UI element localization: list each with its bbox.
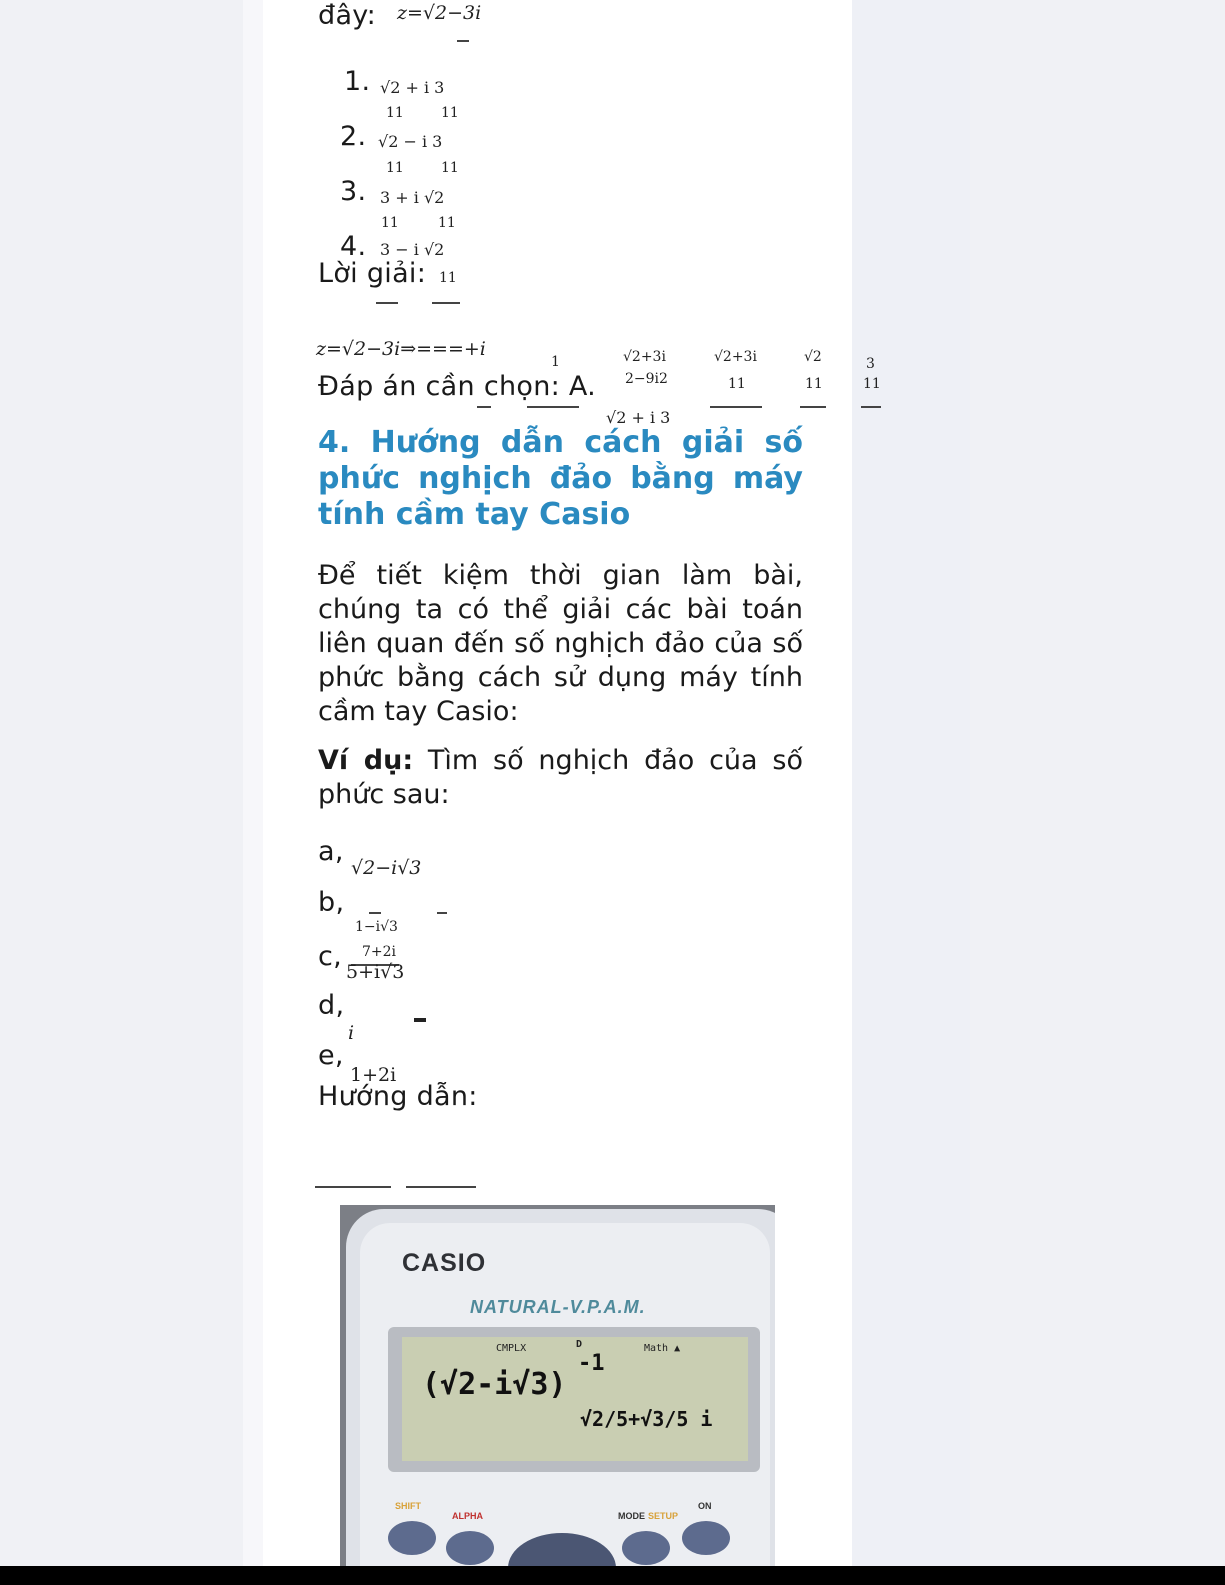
fraction-bar xyxy=(437,912,447,914)
calculator-screen xyxy=(402,1337,748,1461)
prompt-word: đây: xyxy=(318,0,376,31)
fraction-digits: 11 xyxy=(441,160,459,176)
section-heading: 4. Hướng dẫn cách giải số phức nghịch đảo bằng máy tính cầm tay Casio xyxy=(318,425,803,532)
item-label: b, xyxy=(318,887,345,918)
solution-label: Lời giải: xyxy=(318,258,427,289)
solution-num2: √2+3i xyxy=(623,349,666,365)
fraction-bar xyxy=(376,302,398,304)
example-paragraph xyxy=(318,744,803,812)
solution-expression: z=√2−3i⇒===+i xyxy=(316,338,486,360)
mode-label: MODE xyxy=(618,1511,645,1521)
fraction-bar xyxy=(477,406,491,408)
calculator-subbrand: NATURAL-V.P.A.M. xyxy=(470,1297,646,1317)
option-expr: √2 + i 3 xyxy=(380,78,445,97)
math-indicator: Math ▲ xyxy=(644,1343,681,1354)
fraction-digits: 11 xyxy=(438,215,456,231)
fraction-bar xyxy=(800,406,826,408)
solution-num4: √2 xyxy=(804,349,822,365)
item-expr: √2−i√3 xyxy=(351,857,422,879)
solution-bottom-expr: √2 + i 3 xyxy=(606,408,671,427)
fraction-digits: 11 xyxy=(439,270,457,286)
setup-label: SETUP xyxy=(648,1511,679,1521)
panel-left-edge xyxy=(243,0,263,1585)
intro-paragraph: Để tiết kiệm thời gian làm bài, chúng ta có thể giải các bài toán liên quan đến số nghịch đảo của số phức bằng cách sử dụng máy tính cầm tay Casio: xyxy=(318,560,803,727)
item-denominator: 5+i√3 xyxy=(346,961,405,983)
alpha-key xyxy=(446,1531,494,1565)
fraction-digits: 11 xyxy=(386,160,404,176)
fraction-bar xyxy=(406,1186,476,1188)
fraction-bar xyxy=(414,1018,426,1022)
fraction-digits: 11 xyxy=(728,376,746,392)
shift-key xyxy=(388,1521,436,1555)
bottom-border xyxy=(0,1566,1225,1585)
screen-result: √2/5+√3/5 i xyxy=(580,1407,713,1431)
option-expr: 3 + i √2 xyxy=(380,188,445,207)
solution-num5: 3 xyxy=(866,356,875,372)
on-label: ON xyxy=(698,1501,712,1511)
fraction-bar xyxy=(457,40,469,42)
fraction-digits: 11 xyxy=(863,376,881,392)
fraction-bar xyxy=(710,406,762,408)
item-label: d, xyxy=(318,990,345,1021)
solution-num3: √2+3i xyxy=(714,349,757,365)
screen-expression: (√2-i√3) xyxy=(422,1367,567,1402)
item-expr: 1+2i xyxy=(350,1064,397,1086)
panel-right-edge xyxy=(852,0,970,1585)
casio-calculator-image xyxy=(340,1205,775,1575)
z-expression: z=√2−3i xyxy=(397,2,482,24)
option-expr: 3 − i √2 xyxy=(380,240,445,259)
right-margin xyxy=(970,0,1225,1585)
item-label: c, xyxy=(318,941,343,972)
fraction-bar xyxy=(432,302,460,304)
item-numerator: 7+2i xyxy=(362,944,397,960)
option-number: 4. xyxy=(340,231,367,262)
solution-one: 1 xyxy=(551,354,560,370)
calculator-brand: CASIO xyxy=(402,1249,487,1277)
item-label: e, xyxy=(318,1040,344,1071)
option-number: 2. xyxy=(340,121,367,152)
guide-label: Hướng dẫn: xyxy=(318,1081,478,1112)
answer-text: Đáp án cần chọn: A. xyxy=(318,371,597,402)
fraction-digits: 11 xyxy=(441,105,459,121)
alpha-label: ALPHA xyxy=(452,1511,483,1521)
solution-denom2: 2−9i2 xyxy=(625,371,668,387)
left-margin xyxy=(0,0,243,1585)
mode-key xyxy=(622,1531,670,1565)
item-expr: 1−i√3 xyxy=(355,919,398,935)
example-label: Ví dụ: xyxy=(318,745,414,776)
fraction-bar xyxy=(527,406,579,408)
fraction-digits: 11 xyxy=(805,376,823,392)
cmplx-indicator: CMPLX xyxy=(496,1343,527,1354)
fraction-digits: 11 xyxy=(381,215,399,231)
fraction-digits: 11 xyxy=(386,105,404,121)
fraction-bar xyxy=(369,912,381,914)
item-expr: i xyxy=(348,1022,355,1044)
option-number: 3. xyxy=(340,176,367,207)
on-key xyxy=(682,1521,730,1555)
fraction-bar xyxy=(315,1186,391,1188)
shift-label: SHIFT xyxy=(395,1501,421,1511)
degree-indicator: D xyxy=(576,1339,583,1350)
example-text: Tìm số nghịch đảo của số phức sau: xyxy=(318,745,803,810)
fraction-bar xyxy=(861,406,881,408)
option-number: 1. xyxy=(344,66,371,97)
option-expr: √2 − i 3 xyxy=(378,132,443,151)
item-label: a, xyxy=(318,836,344,867)
screen-exponent: -1 xyxy=(578,1351,605,1376)
